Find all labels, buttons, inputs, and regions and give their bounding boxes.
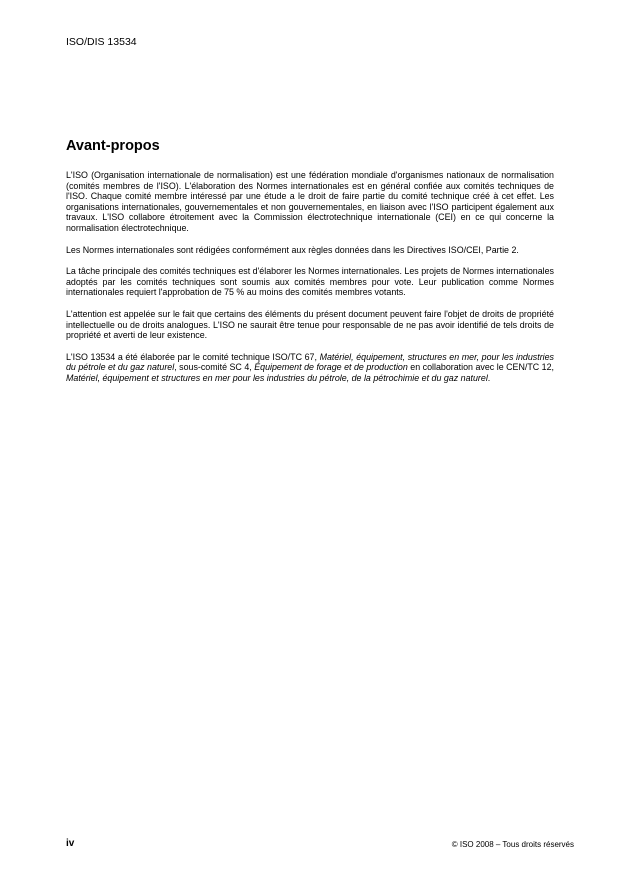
paragraph-patent-rights: L'attention est appelée sur le fait que certains des éléments du présent document peuvent faire l'objet de droits de propriété intellectuelle ou de droits analogues. L'ISO ne saurait être tenue pour responsable de ne pas avoir identifié de tels droits de propriété et averti de leur existence. — [66, 308, 554, 341]
origin-text-1: L'ISO 13534 a été élaborée par le comité technique ISO/TC 67, — [66, 351, 320, 362]
paragraph-iso-organisation: L'ISO (Organisation internationale de normalisation) est une fédération mondiale d'organismes nationaux de normalisation (comités membres de l'ISO). L'élaboration des Normes internationales est en général confiée aux comités techniques de l'ISO. Chaque comité membre intéressé par une étude a le droit de faire partie du comité technique créé à cet effet. Les organisations internationales, gouvernementales et non gouvernementales, en liaison avec l'ISO participent également aux travaux. L'ISO collabore étroitement avec la Commission électrotechnique internationale (CEI) en ce qui concerne la normalisation électrotechnique. — [66, 170, 554, 233]
origin-text-4: . — [487, 372, 491, 383]
cen-tc12-title: Matériel, équipement et structures en mer pour les industries du pétrole, de la pétrochimie et du gaz naturel — [66, 372, 488, 383]
paragraph-technical-committees: La tâche principale des comités techniques est d'élaborer les Normes internationales. Les projets de Normes internationales adoptés par les comités techniques sont soumis aux comités membres pour vote. Leur publication comme Normes internationales requiert l'approbation de 75 % au moins des comités membres votants. — [66, 266, 554, 298]
foreword-body — [66, 170, 554, 395]
paragraph-iso-13534-origin — [66, 352, 554, 384]
origin-text-3: en collaboration avec le CEN/TC 12, — [407, 362, 554, 373]
page-number: iv — [66, 838, 75, 849]
origin-text-2: , sous-comité SC 4, — [174, 362, 255, 373]
paragraph-directives: Les Normes internationales sont rédigées conformément aux règles données dans les Directives ISO/CEI, Partie 2. — [66, 244, 519, 255]
sc4-title: Équipement de forage et de production — [254, 362, 408, 373]
tc67-title: Matériel, équipement, structures en mer, pour les industries du pétrole et du gaz naturel — [66, 351, 554, 373]
copyright-notice: © ISO 2008 – Tous droits réservés — [451, 840, 574, 849]
section-title: Avant-propos — [66, 138, 160, 154]
document-reference: ISO/DIS 13534 — [66, 36, 137, 48]
